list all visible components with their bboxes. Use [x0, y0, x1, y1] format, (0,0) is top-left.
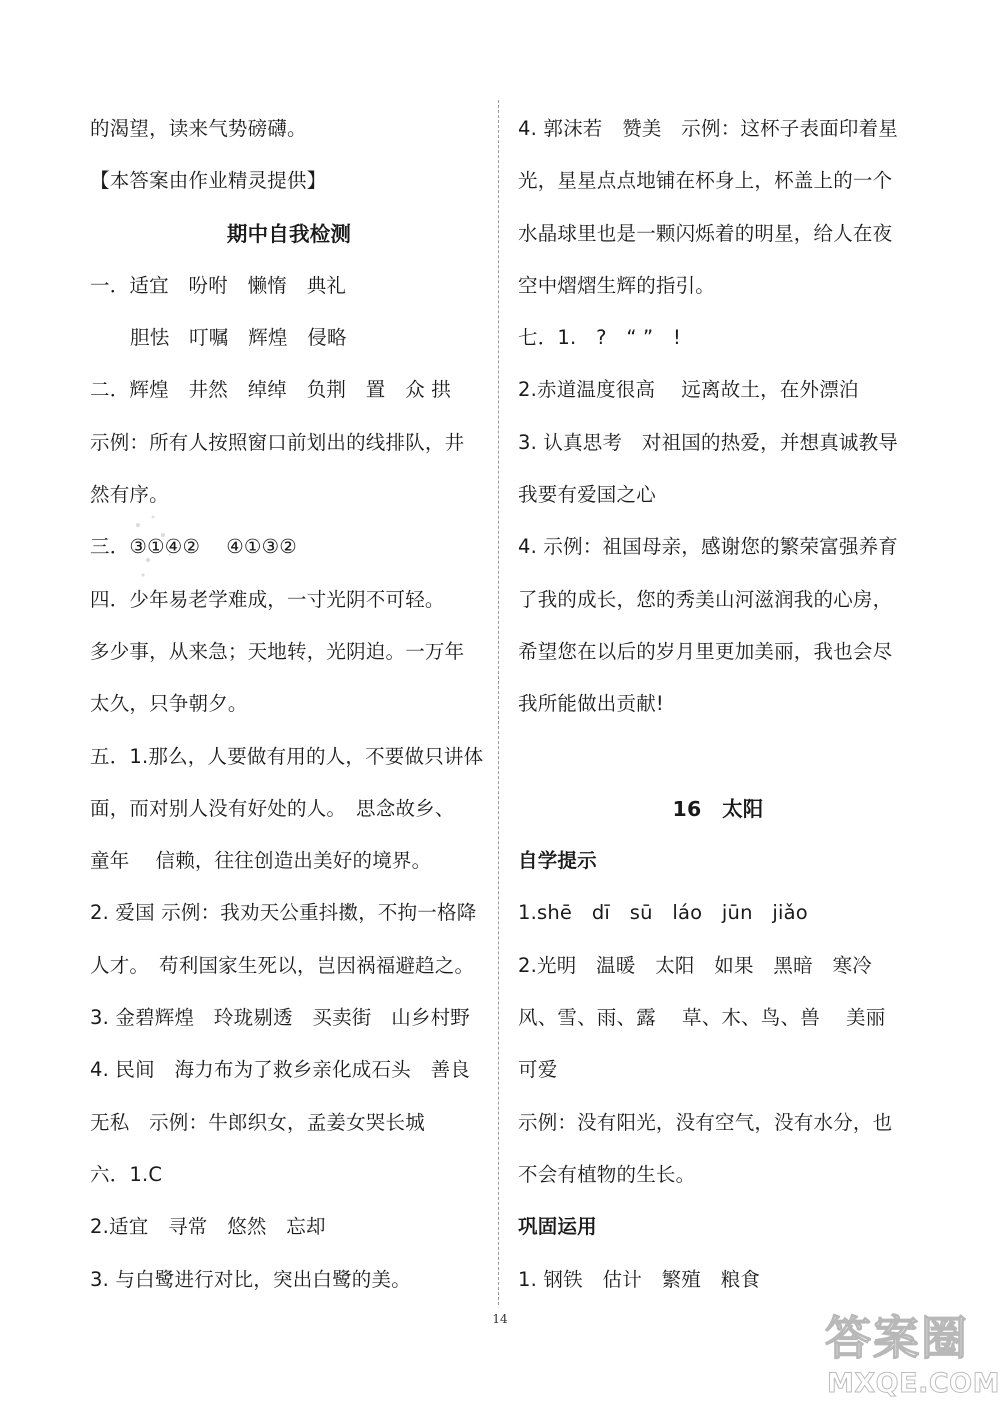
text-line: 风、雪、雨、露 草、木、鸟、兽 美丽 — [518, 1006, 886, 1030]
watermark-url: MXQE.COM — [827, 1368, 1000, 1399]
text-line: 的渴望，读来气势磅礴。 — [90, 117, 307, 140]
watermark-logo: 答案圈 — [825, 1311, 969, 1365]
text-line: 可爱 — [518, 1058, 558, 1082]
section-heading: 16 太阳 — [672, 796, 764, 821]
text-line: 七．1. ? “ ” ! — [518, 326, 682, 350]
text-line: 面，而对别人没有好处的人。 思念故乡、 — [90, 796, 455, 820]
text-line: 示例：没有阳光，没有空气，没有水分，也 — [518, 1110, 893, 1134]
text-line: 二．辉煌 井然 绰绰 负荆 置 众 拱 — [90, 378, 451, 402]
text-line: 2. 爱国 示例：我劝天公重抖擞，不拘一格降 — [90, 901, 477, 925]
text-line: 2.赤道温度很高 远离故土，在外漂泊 — [518, 378, 859, 402]
blank-line — [518, 731, 918, 783]
left-column — [90, 103, 488, 1306]
text-line: 童年 信赖，往往创造出美好的境界。 — [90, 849, 432, 873]
right-column — [518, 103, 918, 1306]
scan-smudge — [118, 505, 188, 585]
text-line: 我所能做出贡献! — [518, 692, 664, 716]
text-line: 3. 金碧辉煌 玲珑剔透 买卖街 山乡村野 — [90, 1006, 471, 1030]
text-line: 人才。 苟利国家生死以，岂因祸福避趋之。 — [90, 953, 475, 977]
text-line: 2.适宜 寻常 悠然 忘却 — [90, 1215, 326, 1239]
text-line: 3. 认真思考 对祖国的热爱，并想真诚教导 — [518, 430, 899, 454]
subsection-heading: 自学提示 — [518, 849, 597, 873]
text-line: 六．1.C — [90, 1162, 163, 1186]
text-line: 三．③①④② ④①③② — [90, 535, 297, 559]
text-line: 4. 示例：祖国母亲，感谢您的繁荣富强养育 — [518, 535, 899, 559]
text-line: 了我的成长，您的秀美山河滋润我的心房， — [518, 587, 893, 611]
text-line: 空中熠熠生辉的指引。 — [518, 273, 716, 297]
text-line: 然有序。 — [90, 483, 169, 507]
text-line: 4. 郭沫若 赞美 示例：这杯子表面印着星 — [518, 117, 899, 140]
text-line: 1.shē dī sū láo jūn jiǎo — [518, 901, 808, 925]
section-heading: 期中自我检测 — [226, 221, 352, 246]
text-line: 四．少年易老学难成，一寸光阴不可轻。 — [90, 587, 445, 611]
text-line: 示例：所有人按照窗口前划出的线排队，井 — [90, 430, 465, 454]
text-line: 光，星星点点地铺在杯身上，杯盖上的一个 — [518, 169, 893, 193]
text-line: 一．适宜 吩咐 懒惰 典礼 — [90, 273, 347, 297]
column-divider — [498, 100, 499, 1305]
page-number: 14 — [492, 1312, 508, 1326]
subsection-heading: 巩固运用 — [518, 1215, 597, 1239]
text-line: 水晶球里也是一颗闪烁着的明星，给人在夜 — [518, 221, 893, 245]
text-line: 【本答案由作业精灵提供】 — [90, 169, 327, 193]
text-line: 多少事，从来急；天地转，光阴迫。一万年 — [90, 639, 465, 663]
text-line: 2.光明 温暖 太阳 如果 黑暗 寒冷 — [518, 953, 872, 977]
watermark — [825, 1311, 1000, 1412]
text-line: 4. 民间 海力布为了救乡亲化成石头 善良 — [90, 1058, 471, 1082]
text-line: 不会有植物的生长。 — [518, 1162, 696, 1186]
text-line: 3. 与白鹭进行对比，突出白鹭的美。 — [90, 1267, 411, 1291]
text-line: 我要有爱国之心 — [518, 483, 656, 507]
text-line: 无私 示例：牛郎织女，孟姜女哭长城 — [90, 1110, 425, 1134]
text-line: 胆怯 叮嘱 辉煌 侵略 — [130, 326, 347, 350]
text-line: 五．1.那么，人要做有用的人，不要做只讲体 — [90, 744, 484, 768]
text-line: 太久，只争朝夕。 — [90, 692, 248, 716]
text-line: 1. 钢铁 估计 繁殖 粮食 — [518, 1267, 761, 1291]
text-line: 希望您在以后的岁月里更加美丽，我也会尽 — [518, 639, 893, 663]
